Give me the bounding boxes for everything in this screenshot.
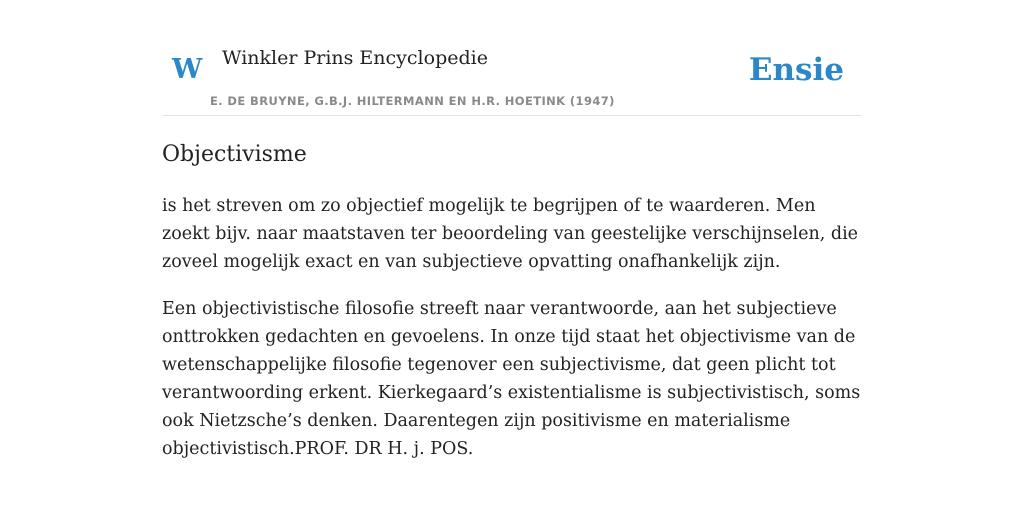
article-paragraph: Een objectivistische filosofie streeft naar verantwoorde, aan het subjectieve onttrokken gedachten en gevoelens. In onze tijd staat het objectivisme van de wetenschappelijke filosofie tegenover een subjectivisme, dat geen plicht tot verantwoording erkent. Kierkegaard’s existentialisme is subjectivistisch, soms ook Nietzsche’s denken. Daarentegen zijn positivisme en materialisme objectivistisch.PROF. DR H. j. POS.: [162, 299, 861, 459]
authors-line: E. DE BRUYNE, G.B.J. HILTERMANN EN H.R. HOETINK (1947): [210, 94, 615, 108]
site-logo[interactable]: Ensie: [748, 52, 844, 88]
encyclopedia-logo-icon[interactable]: W: [172, 54, 203, 85]
article-paragraph: is het streven om zo objectief mogelijk te begrijpen of te waarderen. Men zoekt bijv. naar maatstaven ter beoordeling van geestelijke verschijnselen, die zoveel mogelijk exact en van subjectieve opvatting onafhankelijk zijn.: [162, 196, 859, 272]
book-title[interactable]: Winkler Prins Encyclopedie: [222, 47, 488, 69]
header-divider: [162, 115, 862, 116]
article-title: Objectivisme: [162, 142, 307, 167]
article-body: [162, 192, 862, 482]
